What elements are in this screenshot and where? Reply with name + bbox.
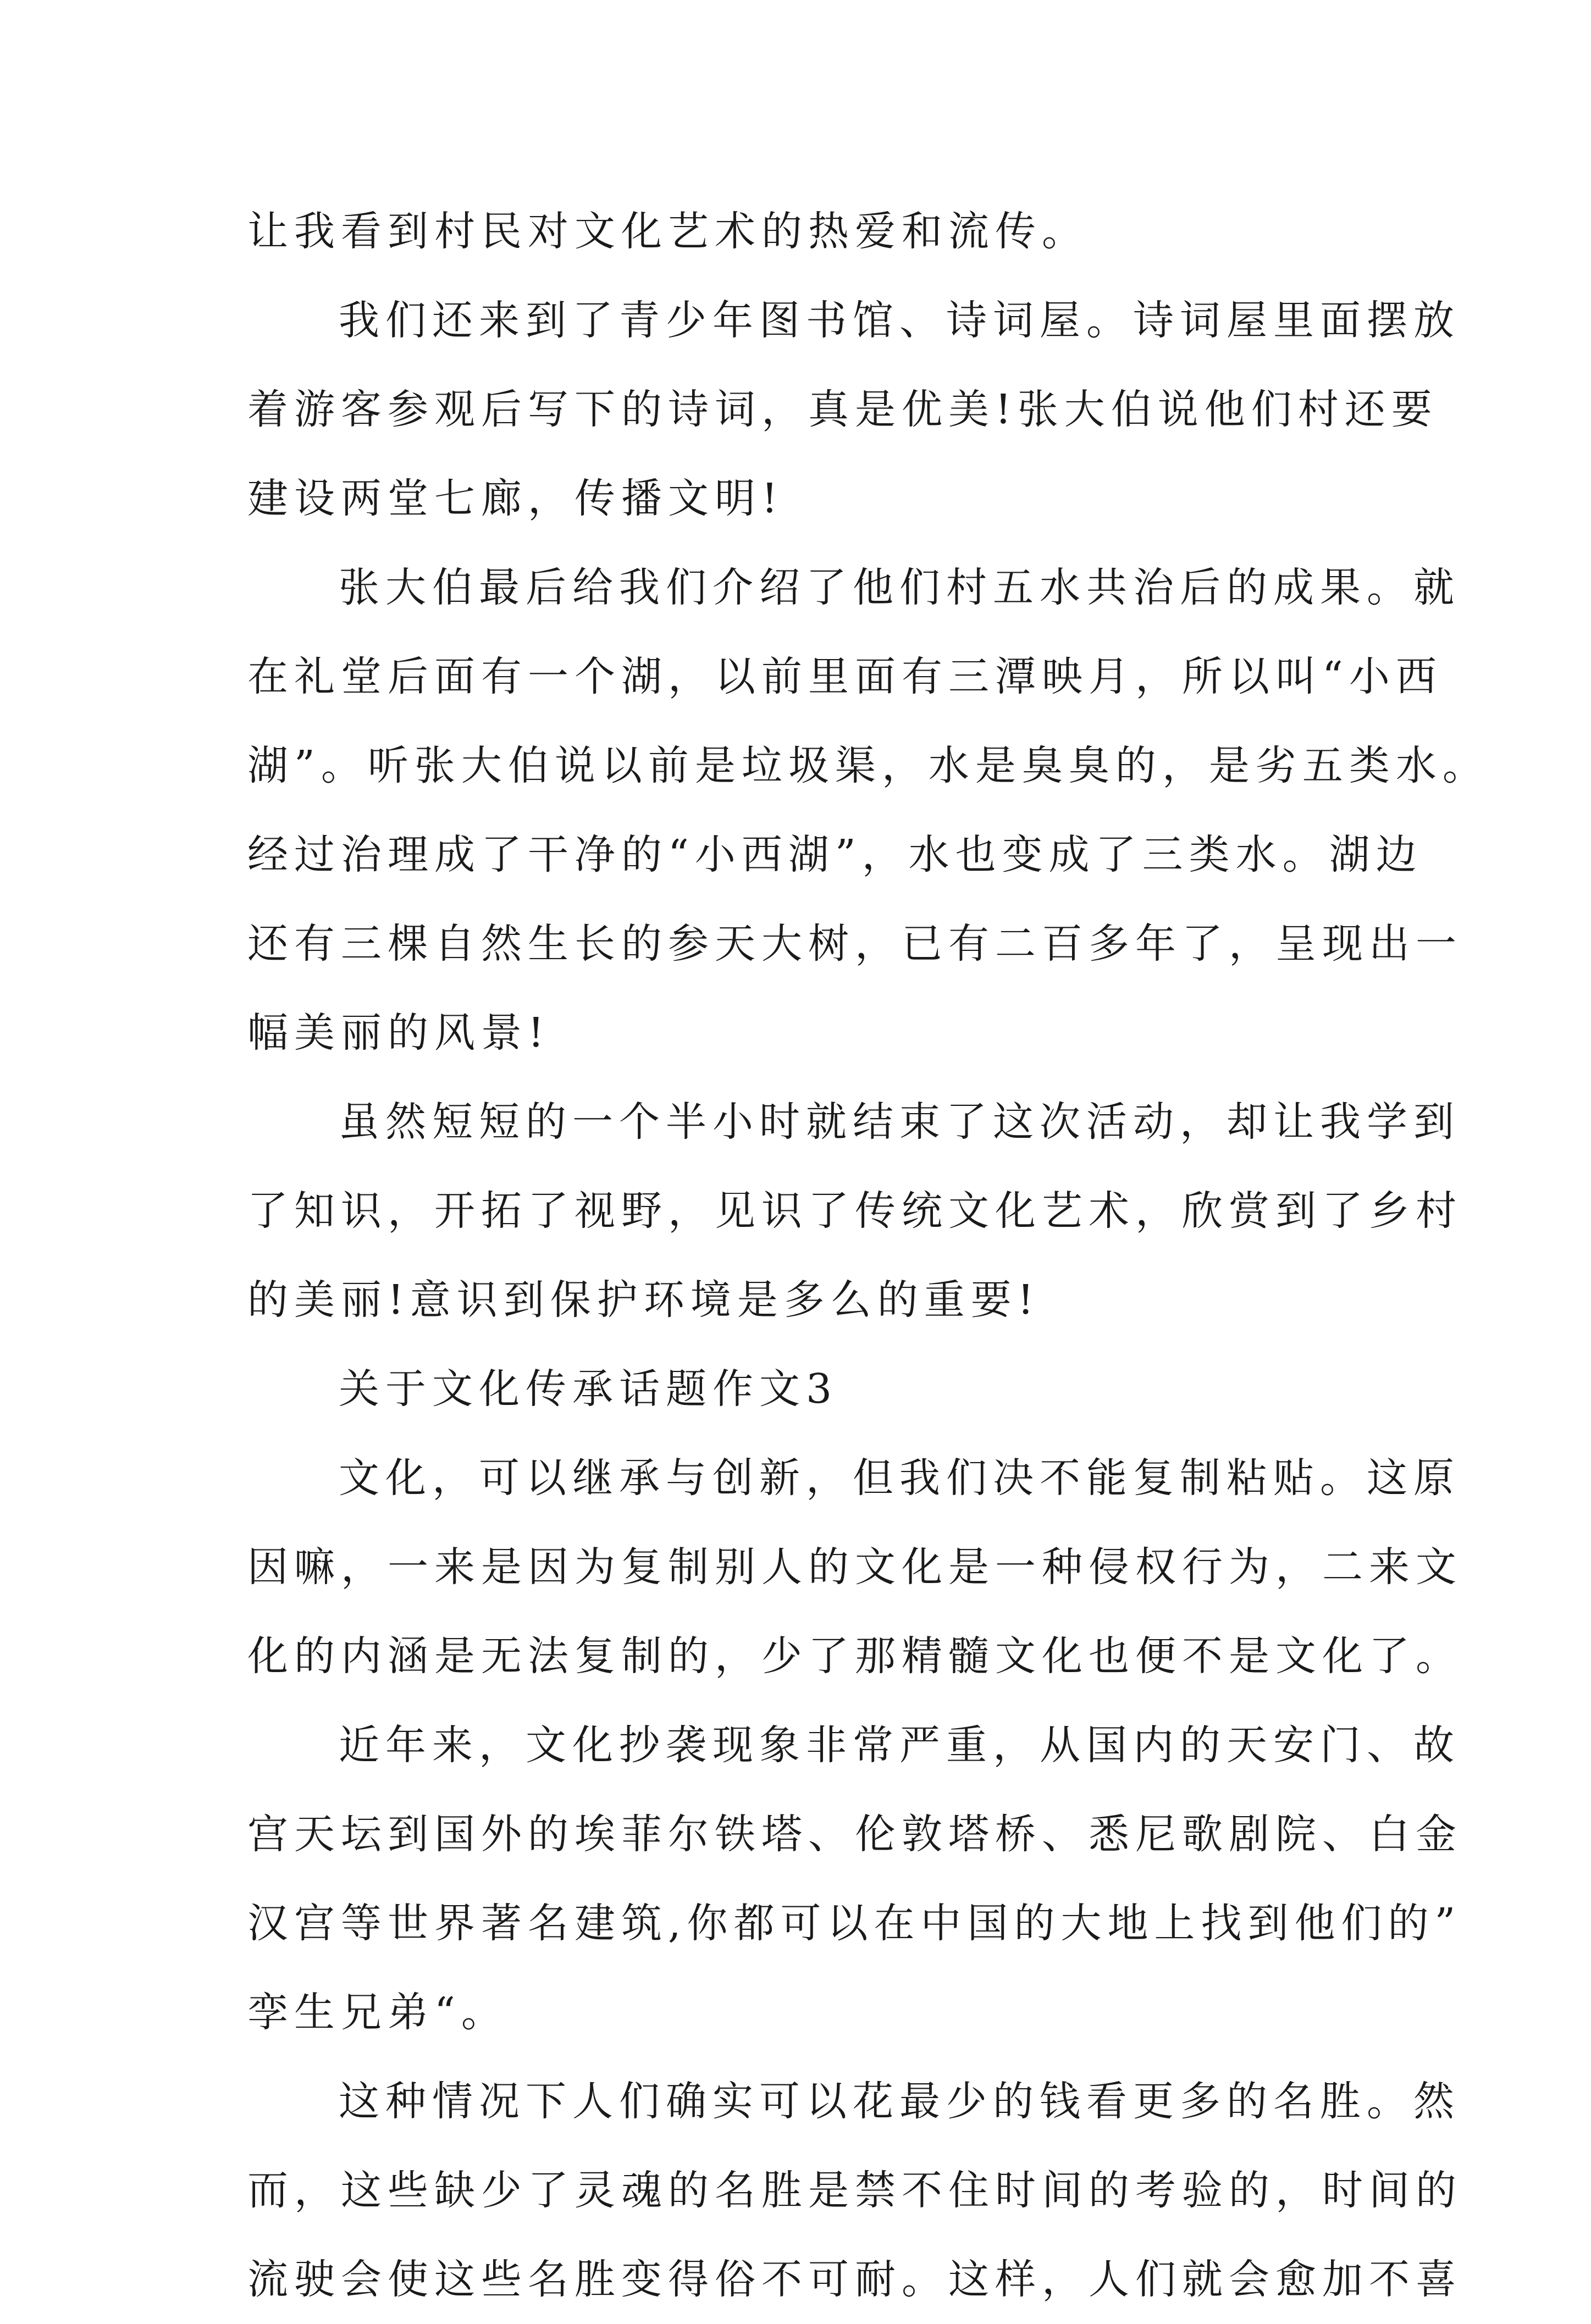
text-line: 因嘛，一来是因为复制别人的文化是一种侵权行为，二来文	[247, 1543, 1462, 1591]
text-line: 汉宫等世界著名建筑,你都可以在中国的大地上找到他们的”	[247, 1900, 1462, 1947]
paragraph-first-line: 虽然短短的一个半小时就结束了这次活动，却让我学到	[339, 1098, 1460, 1146]
text-line: 经过治理成了干净的“小西湖”，水也变成了三类水。湖边	[247, 831, 1423, 878]
section-heading: 关于文化传承话题作文3	[339, 1365, 838, 1413]
paragraph-first-line: 文化，可以继承与创新，但我们决不能复制粘贴。这原	[339, 1454, 1460, 1502]
article-body	[247, 187, 1489, 2324]
paragraph-first-line: 这种情况下人们确实可以花最少的钱看更多的名胜。然	[339, 2078, 1460, 2125]
text-line: 幅美丽的风景!	[247, 1009, 550, 1056]
text-line: 在礼堂后面有一个湖，以前里面有三潭映月，所以叫“小西	[247, 653, 1443, 700]
text-line: 流驶会使这些名胜变得俗不可耐。这样，人们就会愈加不喜	[247, 2256, 1462, 2303]
text-line: 孪生兄弟“。	[247, 1989, 508, 2036]
text-line: 建设两堂七廊，传播文明!	[247, 475, 784, 522]
text-line: 还有三棵自然生长的参天大树，已有二百多年了，呈现出一	[247, 920, 1462, 967]
paragraph-first-line: 我们还来到了青少年图书馆、诗词屋。诗词屋里面摆放	[339, 297, 1460, 344]
paragraph-first-line: 近年来，文化抄袭现象非常严重，从国内的天安门、故	[339, 1722, 1460, 1769]
text-line: 让我看到村民对文化艺术的热爱和流传。	[247, 208, 1089, 255]
paragraph-first-line: 张大伯最后给我们介绍了他们村五水共治后的成果。就	[339, 564, 1460, 611]
text-line: 的美丽!意识到保护环境是多么的重要!	[247, 1276, 1040, 1324]
text-line: 着游客参观后写下的诗词，真是优美!张大伯说他们村还要	[247, 386, 1438, 433]
text-line: 了知识，开拓了视野，见识了传统文化艺术，欣赏到了乡村	[247, 1187, 1462, 1235]
text-line: 湖”。听张大伯说以前是垃圾渠，水是臭臭的，是劣五类水。	[247, 742, 1489, 789]
text-line: 而，这些缺少了灵魂的名胜是禁不住时间的考验的，时间的	[247, 2167, 1462, 2214]
text-line: 化的内涵是无法复制的，少了那精髓文化也便不是文化了。	[247, 1633, 1462, 1680]
text-line: 宫天坛到国外的埃菲尔铁塔、伦敦塔桥、悉尼歌剧院、白金	[247, 1811, 1462, 1858]
